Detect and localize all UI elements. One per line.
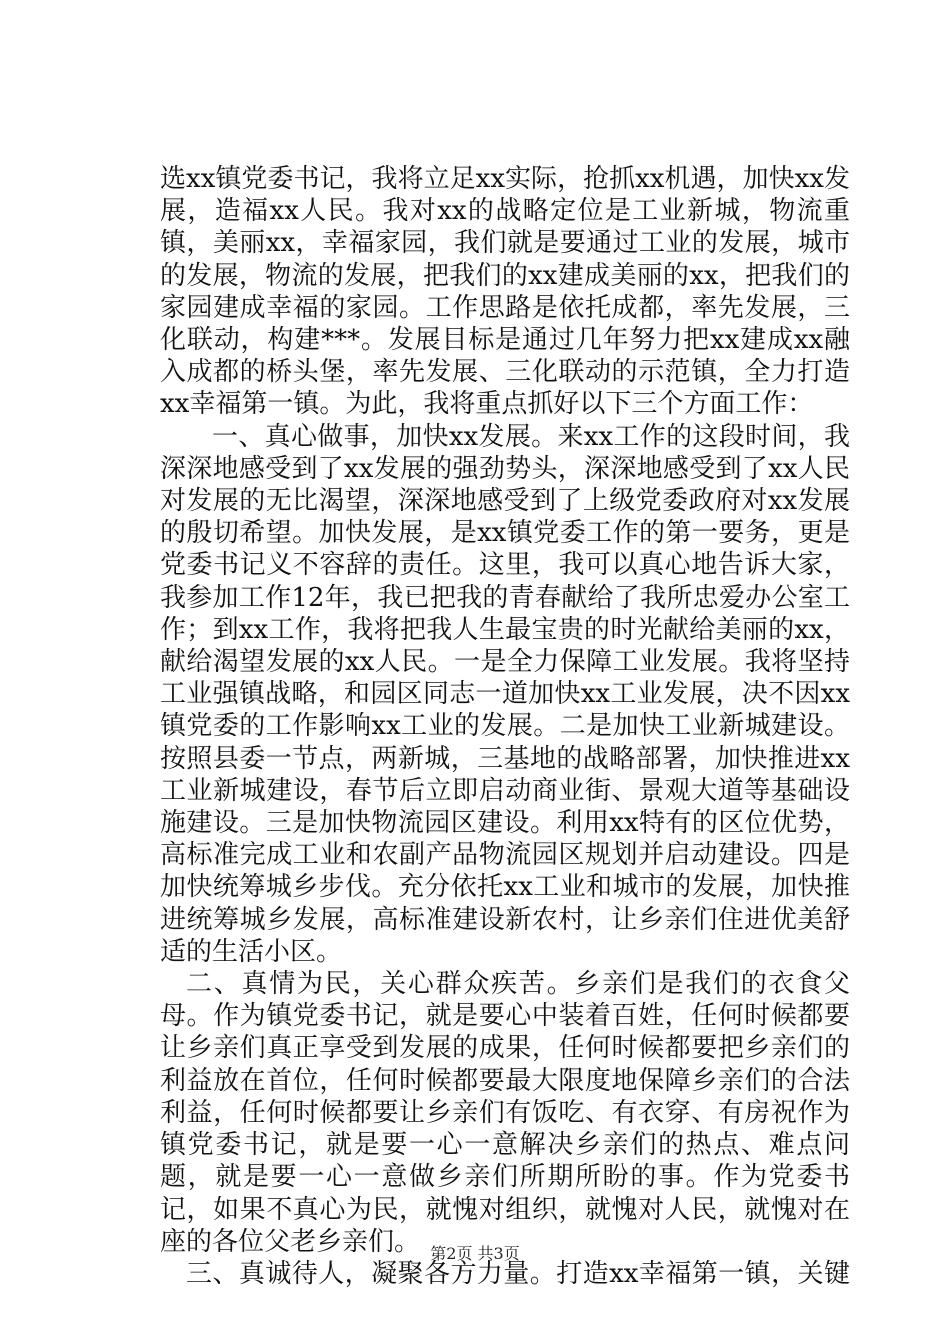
paragraph-section-one: 一、真心做事，加快xx发展。来xx工作的这段时间，我深深地感受到了xx发展的强劲势头，深深地感受到了xx人民对发展的无比渴望，深深地感受到了上级党委政府对xx发展的殷切希望。加快发展，是xx镇党委工作的第一要务，更是党委书记义不容辞的责任。这里，我可以真心地告诉大家，我参加工作12年，我已把我的青春献给了我所忠爱办公室工作；到xx工作，我将把我人生最宝贵的时光献给美丽的xx，献给渴望发展的xx人民。一是全力保障工业发展。我将坚持工业强镇战略，和园区同志一道加快xx工业发展，决不因xx镇党委的工作影响xx工业的发展。二是加快工业新城建设。按照县委一节点，两新城，三基地的战略部署，加快推进xx工业新城建设，春节后立即启动商业街、景观大道等基础设施建设。三是加快物流园区建设。利用xx特有的区位优势，高标准完成工业和农副产品物流园区规划并启动建设。四是加快统筹城乡步伐。充分依托xx工业和城市的发展，加快推进统筹城乡发展，高标准建设新农村，让乡亲们住进优美舒适的生活小区。: [160, 421, 850, 967]
paragraph-section-three: 三、真诚待人，凝聚各方力量。打造xx幸福第一镇，关键: [186, 1258, 850, 1289]
paragraph-intro: 选xx镇党委书记，我将立足xx实际，抢抓xx机遇，加快xx发展，造福xx人民。我对xx的战略定位是工业新城，物流重镇，美丽xx，幸福家园，我们就是要通过工业的发展，城市的发展，物流的发展，把我们的xx建成美丽的xx，把我们的家园建成幸福的家园。工作思路是依托成都，率先发展，三化联动，构建***。发展目标是通过几年努力把xx建成xx融入成都的桥头堡，率先发展、三化联动的示范镇，全力打造xx幸福第一镇。为此，我将重点抓好以下三个方面工作：: [160, 164, 850, 420]
document-body: [160, 163, 850, 1290]
page-number-footer: 第2页 共3页: [430, 1244, 520, 1263]
paragraph-section-two: 二、真情为民，关心群众疾苦。乡亲们是我们的衣食父母。作为镇党委书记，就是要心中装着百姓，任何时候都要让乡亲们真正享受到发展的成果，任何时候都要把乡亲们的利益放在首位，任何时候都要最大限度地保障乡亲们的合法利益，任何时候都要让乡亲们有饭吃、有衣穿、有房祝作为镇党委书记，就是要一心一意解决乡亲们的热点、难点问题，就是要一心一意做乡亲们所期所盼的事。作为党委书记，如果不真心为民，就愧对组织，就愧对人民，就愧对在座的各位父老乡亲们。: [160, 969, 850, 1257]
